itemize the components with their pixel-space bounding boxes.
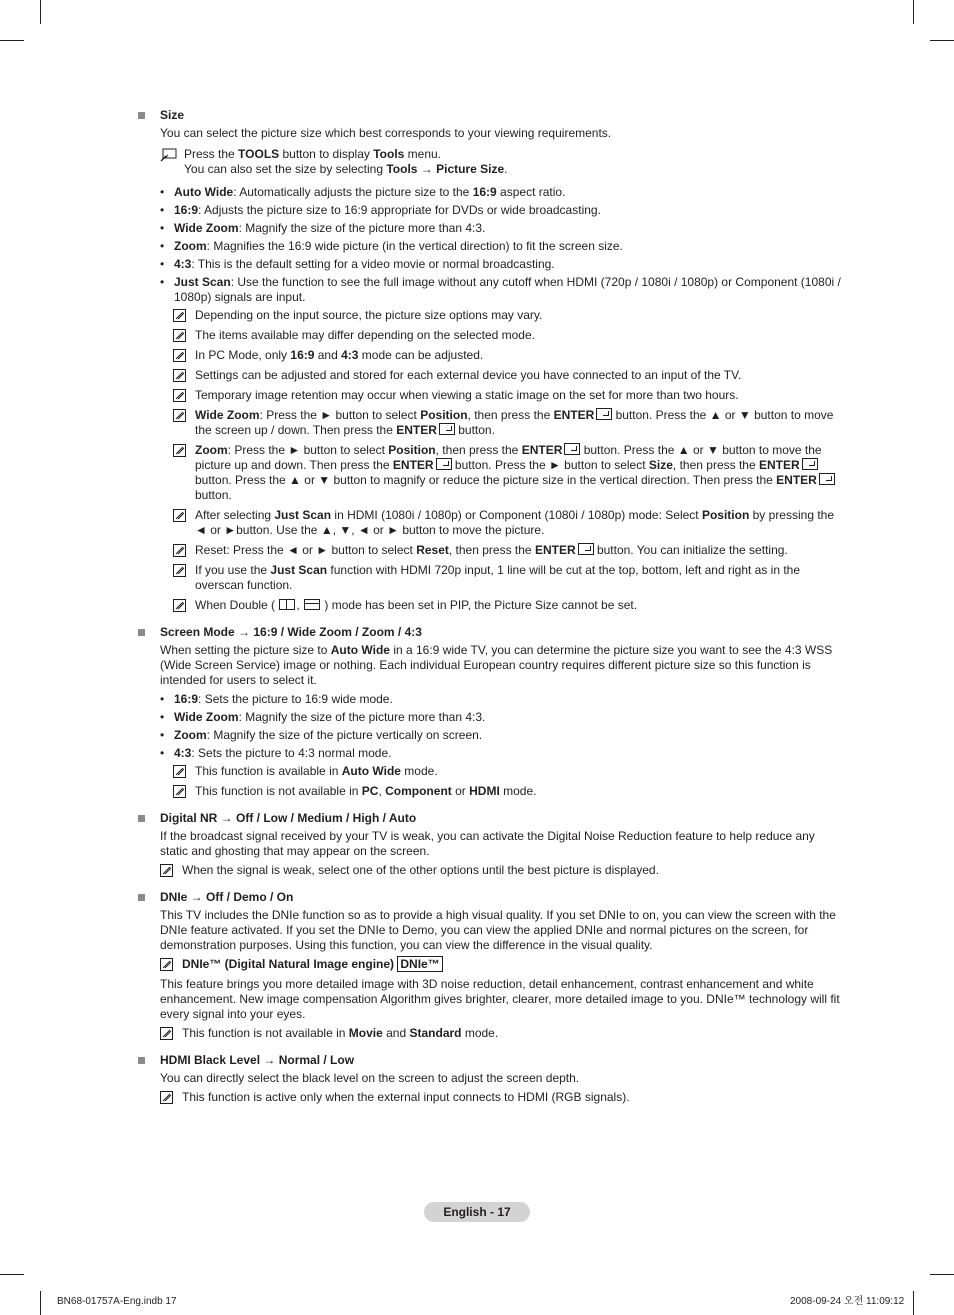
note: DNIe™ (Digital Natural Image engine) DNIe™ <box>160 957 844 972</box>
note: The items available may differ depending on the selected mode. <box>173 328 844 343</box>
note-icon <box>173 329 187 342</box>
note-icon <box>173 544 187 557</box>
section-title: Digital NR → Off / Low / Medium / High / Auto <box>160 811 417 825</box>
square-bullet-icon <box>138 629 145 636</box>
section-title: Screen Mode → 16:9 / Wide Zoom / Zoom / 4:3 <box>160 625 422 639</box>
enter-icon <box>596 408 612 420</box>
note-icon <box>173 444 187 457</box>
tools-line-2: You can also set the size by selecting Tools → Picture Size. <box>184 162 508 176</box>
note: Reset: Press the ◄ or ► button to select Reset, then press the ENTER button. You can initialize the setting. <box>173 543 844 558</box>
pip-double-icon <box>279 599 295 610</box>
enter-icon <box>819 473 835 485</box>
print-slug-date: 2008-09-24 오전 11:09:12 <box>790 1296 905 1307</box>
section-title: HDMI Black Level → Normal / Low <box>160 1053 355 1067</box>
crop-mark <box>913 1291 914 1315</box>
square-bullet-icon <box>138 1057 145 1064</box>
list-item: • 16:9: Sets the picture to 16:9 wide mode. <box>160 692 844 707</box>
dnie-logo: DNIe™ <box>397 956 442 972</box>
crop-mark <box>40 1291 41 1315</box>
note-icon <box>173 509 187 522</box>
crop-mark <box>0 40 24 41</box>
list-item: • 4:3: Sets the picture to 4:3 normal mode. <box>160 746 844 761</box>
crop-mark <box>930 40 954 41</box>
list-item: • Just Scan: Use the function to see the full image without any cutoff when HDMI (720p / 1080i / 1080p) or Component (1080i / 1080p) signals are input. <box>160 275 844 305</box>
note: Wide Zoom: Press the ► button to select Position, then press the ENTER button. Press the ▲ or ▼ button to move the screen up / down. Then press the ENTER button. <box>173 408 844 438</box>
note: When the signal is weak, select one of the other options until the best picture is displayed. <box>160 863 844 878</box>
section-digital-nr <box>138 811 844 878</box>
page-number-badge: English - 17 <box>424 1202 530 1222</box>
tools-icon <box>160 148 178 162</box>
note-icon <box>160 958 174 971</box>
note: If you use the Just Scan function with HDMI 720p input, 1 line will be cut at the top, bottom, left and right as in the overscan function. <box>173 563 844 593</box>
note-icon <box>173 409 187 422</box>
list-item: • Auto Wide: Automatically adjusts the picture size to the 16:9 aspect ratio. <box>160 185 844 200</box>
size-options-list <box>138 185 844 305</box>
note-icon <box>173 599 187 612</box>
screen-mode-notes <box>138 764 844 799</box>
note: In PC Mode, only 16:9 and 4:3 mode can be adjusted. <box>173 348 844 363</box>
square-bullet-icon <box>138 815 145 822</box>
tools-line-1: Press the TOOLS button to display Tools menu. <box>184 147 442 161</box>
dnie-sub-desc: This feature brings you more detailed image with 3D noise reduction, detail enhancement, contrast enhancement and white enhancement. New image compensation Algorithm gives brighter, clearer, more detailed image to you. DNIe™ technology will fit every signal into your eyes. <box>160 977 840 1021</box>
note-icon <box>160 1091 174 1104</box>
note: Depending on the input source, the picture size options may vary. <box>173 308 844 323</box>
note: Temporary image retention may occur when viewing a static image on the set for more than two hours. <box>173 388 844 403</box>
section-desc: If the broadcast signal received by your TV is weak, you can activate the Digital Noise Reduction feature to help reduce any static and ghosting that may appear on the screen. <box>160 829 815 858</box>
crop-mark <box>913 0 914 24</box>
tools-note <box>160 147 844 177</box>
note-icon <box>173 349 187 362</box>
square-bullet-icon <box>138 112 145 119</box>
section-size <box>138 108 844 613</box>
section-desc: You can select the picture size which best corresponds to your viewing requirements. <box>160 126 612 140</box>
crop-mark <box>40 0 41 24</box>
pip-double-icon <box>304 599 320 610</box>
section-desc: You can directly select the black level on the screen to adjust the screen depth. <box>160 1071 580 1085</box>
note-icon <box>173 785 187 798</box>
screen-mode-list <box>138 692 844 761</box>
note-icon <box>173 309 187 322</box>
enter-icon <box>439 423 455 435</box>
section-dnie <box>138 890 844 1041</box>
print-slug-file: BN68-01757A-Eng.indb 17 <box>57 1296 177 1307</box>
size-notes <box>138 308 844 613</box>
note: This function is not available in PC, Component or HDMI mode. <box>173 784 844 799</box>
enter-icon <box>802 458 818 470</box>
section-hdmi-black-level <box>138 1053 844 1105</box>
note-icon <box>160 864 174 877</box>
list-item: • Zoom: Magnifies the 16:9 wide picture (in the vertical direction) to fit the screen size. <box>160 239 844 254</box>
note: This function is available in Auto Wide mode. <box>173 764 844 779</box>
note-icon <box>160 1027 174 1040</box>
square-bullet-icon <box>138 894 145 901</box>
enter-icon <box>564 443 580 455</box>
note: Settings can be adjusted and stored for each external device you have connected to an input of the TV. <box>173 368 844 383</box>
note-icon <box>173 765 187 778</box>
note: This function is not available in Movie and Standard mode. <box>160 1026 844 1041</box>
manual-content <box>138 108 844 1117</box>
note: When Double ( , ) mode has been set in PIP, the Picture Size cannot be set. <box>173 598 844 613</box>
list-item: • 16:9: Adjusts the picture size to 16:9 appropriate for DVDs or wide broadcasting. <box>160 203 844 218</box>
list-item: • Wide Zoom: Magnify the size of the picture more than 4:3. <box>160 221 844 236</box>
section-title: DNIe → Off / Demo / On <box>160 890 294 904</box>
note-icon <box>173 389 187 402</box>
note: Zoom: Press the ► button to select Position, then press the ENTER button. Press the ▲ or ▼ button to move the picture up and down. Then press the ENTER button. Press the ► button to select Size, then press the ENTER button. Press the ▲ or ▼ button to magnify or reduce the picture size in the vertical direction. Then press the ENTER button. <box>173 443 844 503</box>
note: This function is active only when the external input connects to HDMI (RGB signals). <box>160 1090 844 1105</box>
list-item: • 4:3: This is the default setting for a video movie or normal broadcasting. <box>160 257 844 272</box>
enter-icon <box>578 543 594 555</box>
note: After selecting Just Scan in HDMI (1080i / 1080p) or Component (1080i / 1080p) mode: Select Position by pressing the ◄ or ►button. Use the ▲, ▼, ◄ or ► button to move the picture. <box>173 508 844 538</box>
section-title: Size <box>160 108 185 122</box>
section-desc: This TV includes the DNIe function so as to provide a high visual quality. If you set DNIe to on, you can view the screen with the DNIe feature activated. If you set the DNIe to Demo, you can view the applied DNIe and normal pictures on the screen, for demonstration purposes. Using this function, you can view the difference in the visual quality. <box>160 908 836 952</box>
list-item: • Wide Zoom: Magnify the size of the picture more than 4:3. <box>160 710 844 725</box>
note-icon <box>173 369 187 382</box>
crop-mark <box>930 1274 954 1275</box>
crop-mark <box>0 1274 24 1275</box>
enter-icon <box>436 458 452 470</box>
note-icon <box>173 564 187 577</box>
section-desc: When setting the picture size to Auto Wide in a 16:9 wide TV, you can determine the picture size you want to see the 4:3 WSS (Wide Screen Service) image or nothing. Each individual European country requires different picture size so this function is intended for users to select it. <box>160 643 833 687</box>
section-screen-mode <box>138 625 844 799</box>
list-item: • Zoom: Magnify the size of the picture vertically on screen. <box>160 728 844 743</box>
